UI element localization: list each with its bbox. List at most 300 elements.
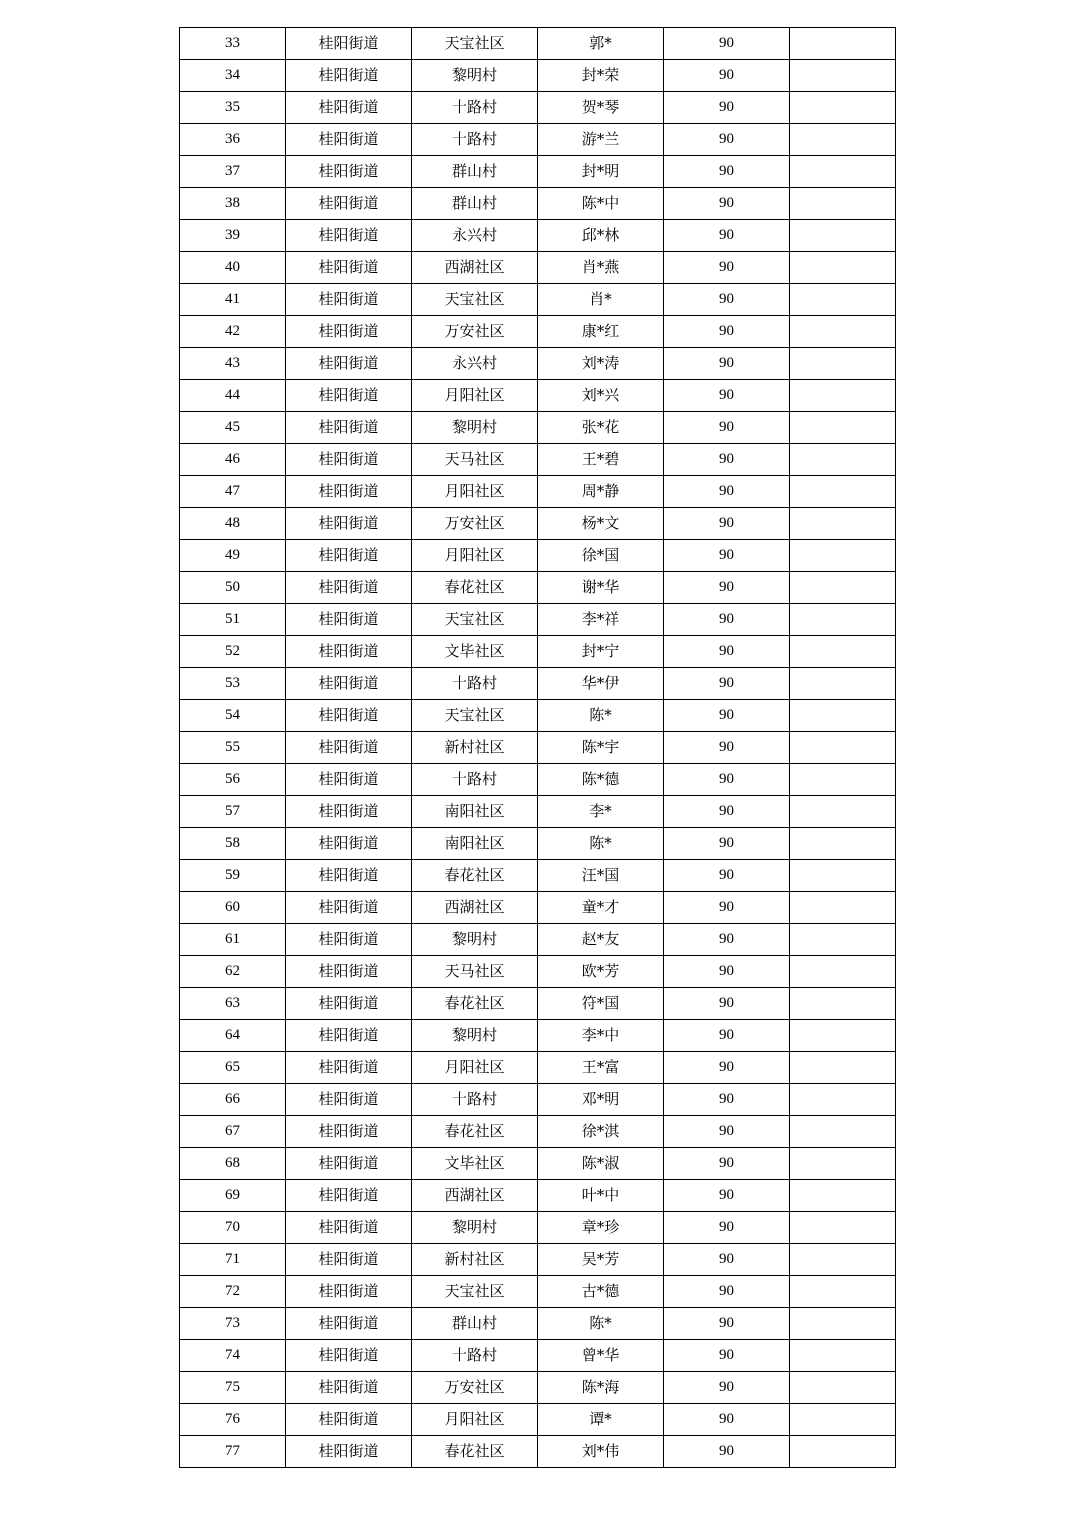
community-cell: 十路村 bbox=[412, 668, 538, 700]
name-cell: 古*德 bbox=[538, 1276, 664, 1308]
name-cell: 曾*华 bbox=[538, 1340, 664, 1372]
row-number-cell: 69 bbox=[180, 1180, 286, 1212]
row-number-cell: 36 bbox=[180, 124, 286, 156]
table-row bbox=[180, 956, 896, 988]
row-number-cell: 55 bbox=[180, 732, 286, 764]
remark-cell bbox=[790, 316, 896, 348]
table-row bbox=[180, 668, 896, 700]
table-row bbox=[180, 924, 896, 956]
amount-cell: 90 bbox=[664, 316, 790, 348]
street-cell: 桂阳街道 bbox=[286, 796, 412, 828]
table-row bbox=[180, 860, 896, 892]
amount-cell: 90 bbox=[664, 572, 790, 604]
amount-cell: 90 bbox=[664, 284, 790, 316]
amount-cell: 90 bbox=[664, 92, 790, 124]
name-cell: 章*珍 bbox=[538, 1212, 664, 1244]
community-cell: 黎明村 bbox=[412, 1020, 538, 1052]
community-cell: 文毕社区 bbox=[412, 636, 538, 668]
community-cell: 月阳社区 bbox=[412, 380, 538, 412]
street-cell: 桂阳街道 bbox=[286, 572, 412, 604]
name-cell: 叶*中 bbox=[538, 1180, 664, 1212]
remark-cell bbox=[790, 348, 896, 380]
amount-cell: 90 bbox=[664, 1244, 790, 1276]
table-row bbox=[180, 188, 896, 220]
name-cell: 陈* bbox=[538, 700, 664, 732]
street-cell: 桂阳街道 bbox=[286, 156, 412, 188]
table-row bbox=[180, 700, 896, 732]
row-number-cell: 38 bbox=[180, 188, 286, 220]
street-cell: 桂阳街道 bbox=[286, 476, 412, 508]
street-cell: 桂阳街道 bbox=[286, 700, 412, 732]
table-row bbox=[180, 1116, 896, 1148]
name-cell: 王*碧 bbox=[538, 444, 664, 476]
name-cell: 郭* bbox=[538, 28, 664, 60]
community-cell: 天宝社区 bbox=[412, 28, 538, 60]
name-cell: 刘*伟 bbox=[538, 1436, 664, 1468]
table-row bbox=[180, 1020, 896, 1052]
remark-cell bbox=[790, 988, 896, 1020]
street-cell: 桂阳街道 bbox=[286, 220, 412, 252]
remark-cell bbox=[790, 412, 896, 444]
table-row bbox=[180, 60, 896, 92]
amount-cell: 90 bbox=[664, 764, 790, 796]
street-cell: 桂阳街道 bbox=[286, 380, 412, 412]
street-cell: 桂阳街道 bbox=[286, 1052, 412, 1084]
amount-cell: 90 bbox=[664, 636, 790, 668]
name-cell: 谭* bbox=[538, 1404, 664, 1436]
street-cell: 桂阳街道 bbox=[286, 1276, 412, 1308]
community-cell: 月阳社区 bbox=[412, 476, 538, 508]
community-cell: 天马社区 bbox=[412, 956, 538, 988]
row-number-cell: 49 bbox=[180, 540, 286, 572]
amount-cell: 90 bbox=[664, 1180, 790, 1212]
remark-cell bbox=[790, 380, 896, 412]
table-row bbox=[180, 1084, 896, 1116]
community-cell: 黎明村 bbox=[412, 60, 538, 92]
amount-cell: 90 bbox=[664, 540, 790, 572]
remark-cell bbox=[790, 892, 896, 924]
community-cell: 群山村 bbox=[412, 1308, 538, 1340]
table-row bbox=[180, 796, 896, 828]
name-cell: 陈*海 bbox=[538, 1372, 664, 1404]
amount-cell: 90 bbox=[664, 796, 790, 828]
remark-cell bbox=[790, 1212, 896, 1244]
name-cell: 谢*华 bbox=[538, 572, 664, 604]
street-cell: 桂阳街道 bbox=[286, 1020, 412, 1052]
remark-cell bbox=[790, 220, 896, 252]
amount-cell: 90 bbox=[664, 1020, 790, 1052]
street-cell: 桂阳街道 bbox=[286, 604, 412, 636]
remark-cell bbox=[790, 1276, 896, 1308]
street-cell: 桂阳街道 bbox=[286, 1180, 412, 1212]
name-cell: 陈*淑 bbox=[538, 1148, 664, 1180]
table-row bbox=[180, 156, 896, 188]
row-number-cell: 40 bbox=[180, 252, 286, 284]
remark-cell bbox=[790, 1180, 896, 1212]
amount-cell: 90 bbox=[664, 412, 790, 444]
row-number-cell: 65 bbox=[180, 1052, 286, 1084]
row-number-cell: 66 bbox=[180, 1084, 286, 1116]
name-cell: 欧*芳 bbox=[538, 956, 664, 988]
amount-cell: 90 bbox=[664, 988, 790, 1020]
row-number-cell: 70 bbox=[180, 1212, 286, 1244]
name-cell: 赵*友 bbox=[538, 924, 664, 956]
street-cell: 桂阳街道 bbox=[286, 60, 412, 92]
table-row bbox=[180, 444, 896, 476]
street-cell: 桂阳街道 bbox=[286, 188, 412, 220]
amount-cell: 90 bbox=[664, 220, 790, 252]
street-cell: 桂阳街道 bbox=[286, 284, 412, 316]
street-cell: 桂阳街道 bbox=[286, 1436, 412, 1468]
remark-cell bbox=[790, 1372, 896, 1404]
remark-cell bbox=[790, 1148, 896, 1180]
street-cell: 桂阳街道 bbox=[286, 1148, 412, 1180]
table-body bbox=[180, 28, 896, 1468]
amount-cell: 90 bbox=[664, 924, 790, 956]
street-cell: 桂阳街道 bbox=[286, 1340, 412, 1372]
amount-cell: 90 bbox=[664, 156, 790, 188]
row-number-cell: 72 bbox=[180, 1276, 286, 1308]
street-cell: 桂阳街道 bbox=[286, 668, 412, 700]
table-row bbox=[180, 764, 896, 796]
amount-cell: 90 bbox=[664, 252, 790, 284]
table-row bbox=[180, 1148, 896, 1180]
row-number-cell: 42 bbox=[180, 316, 286, 348]
name-cell: 符*国 bbox=[538, 988, 664, 1020]
amount-cell: 90 bbox=[664, 28, 790, 60]
remark-cell bbox=[790, 956, 896, 988]
row-number-cell: 34 bbox=[180, 60, 286, 92]
table-row bbox=[180, 892, 896, 924]
amount-cell: 90 bbox=[664, 860, 790, 892]
table-row bbox=[180, 636, 896, 668]
remark-cell bbox=[790, 188, 896, 220]
community-cell: 黎明村 bbox=[412, 412, 538, 444]
row-number-cell: 33 bbox=[180, 28, 286, 60]
remark-cell bbox=[790, 796, 896, 828]
street-cell: 桂阳街道 bbox=[286, 540, 412, 572]
community-cell: 南阳社区 bbox=[412, 796, 538, 828]
amount-cell: 90 bbox=[664, 60, 790, 92]
street-cell: 桂阳街道 bbox=[286, 28, 412, 60]
remark-cell bbox=[790, 828, 896, 860]
community-cell: 天马社区 bbox=[412, 444, 538, 476]
remark-cell bbox=[790, 700, 896, 732]
table-row bbox=[180, 1276, 896, 1308]
amount-cell: 90 bbox=[664, 604, 790, 636]
street-cell: 桂阳街道 bbox=[286, 252, 412, 284]
amount-cell: 90 bbox=[664, 380, 790, 412]
table-row bbox=[180, 732, 896, 764]
remark-cell bbox=[790, 60, 896, 92]
remark-cell bbox=[790, 668, 896, 700]
row-number-cell: 68 bbox=[180, 1148, 286, 1180]
name-cell: 杨*文 bbox=[538, 508, 664, 540]
table-row bbox=[180, 1180, 896, 1212]
street-cell: 桂阳街道 bbox=[286, 348, 412, 380]
community-cell: 十路村 bbox=[412, 124, 538, 156]
row-number-cell: 74 bbox=[180, 1340, 286, 1372]
remark-cell bbox=[790, 764, 896, 796]
name-cell: 肖* bbox=[538, 284, 664, 316]
name-cell: 封*荣 bbox=[538, 60, 664, 92]
amount-cell: 90 bbox=[664, 348, 790, 380]
row-number-cell: 76 bbox=[180, 1404, 286, 1436]
amount-cell: 90 bbox=[664, 476, 790, 508]
name-cell: 张*花 bbox=[538, 412, 664, 444]
remark-cell bbox=[790, 444, 896, 476]
street-cell: 桂阳街道 bbox=[286, 1308, 412, 1340]
community-cell: 天宝社区 bbox=[412, 284, 538, 316]
community-cell: 西湖社区 bbox=[412, 1180, 538, 1212]
community-cell: 十路村 bbox=[412, 92, 538, 124]
table-row bbox=[180, 1372, 896, 1404]
amount-cell: 90 bbox=[664, 1372, 790, 1404]
street-cell: 桂阳街道 bbox=[286, 636, 412, 668]
row-number-cell: 44 bbox=[180, 380, 286, 412]
table-row bbox=[180, 1052, 896, 1084]
row-number-cell: 46 bbox=[180, 444, 286, 476]
table-row bbox=[180, 220, 896, 252]
table-row bbox=[180, 572, 896, 604]
row-number-cell: 57 bbox=[180, 796, 286, 828]
row-number-cell: 61 bbox=[180, 924, 286, 956]
street-cell: 桂阳街道 bbox=[286, 732, 412, 764]
name-cell: 陈*宇 bbox=[538, 732, 664, 764]
community-cell: 黎明村 bbox=[412, 1212, 538, 1244]
table-row bbox=[180, 412, 896, 444]
community-cell: 永兴村 bbox=[412, 220, 538, 252]
community-cell: 天宝社区 bbox=[412, 604, 538, 636]
community-cell: 十路村 bbox=[412, 1340, 538, 1372]
row-number-cell: 71 bbox=[180, 1244, 286, 1276]
remark-cell bbox=[790, 572, 896, 604]
community-cell: 南阳社区 bbox=[412, 828, 538, 860]
remark-cell bbox=[790, 604, 896, 636]
row-number-cell: 53 bbox=[180, 668, 286, 700]
street-cell: 桂阳街道 bbox=[286, 892, 412, 924]
row-number-cell: 73 bbox=[180, 1308, 286, 1340]
table-row bbox=[180, 1436, 896, 1468]
street-cell: 桂阳街道 bbox=[286, 508, 412, 540]
remark-cell bbox=[790, 1084, 896, 1116]
name-cell: 陈*中 bbox=[538, 188, 664, 220]
community-cell: 万安社区 bbox=[412, 316, 538, 348]
community-cell: 月阳社区 bbox=[412, 1052, 538, 1084]
row-number-cell: 60 bbox=[180, 892, 286, 924]
amount-cell: 90 bbox=[664, 1148, 790, 1180]
row-number-cell: 50 bbox=[180, 572, 286, 604]
remark-cell bbox=[790, 252, 896, 284]
name-cell: 徐*淇 bbox=[538, 1116, 664, 1148]
street-cell: 桂阳街道 bbox=[286, 988, 412, 1020]
amount-cell: 90 bbox=[664, 1052, 790, 1084]
row-number-cell: 63 bbox=[180, 988, 286, 1020]
row-number-cell: 41 bbox=[180, 284, 286, 316]
name-cell: 邓*明 bbox=[538, 1084, 664, 1116]
street-cell: 桂阳街道 bbox=[286, 92, 412, 124]
name-cell: 封*宁 bbox=[538, 636, 664, 668]
community-cell: 春花社区 bbox=[412, 1116, 538, 1148]
name-cell: 吴*芳 bbox=[538, 1244, 664, 1276]
row-number-cell: 75 bbox=[180, 1372, 286, 1404]
community-cell: 月阳社区 bbox=[412, 540, 538, 572]
table-row bbox=[180, 1244, 896, 1276]
community-cell: 西湖社区 bbox=[412, 892, 538, 924]
remark-cell bbox=[790, 124, 896, 156]
amount-cell: 90 bbox=[664, 828, 790, 860]
amount-cell: 90 bbox=[664, 1084, 790, 1116]
community-cell: 新村社区 bbox=[412, 732, 538, 764]
table-row bbox=[180, 92, 896, 124]
table-row bbox=[180, 124, 896, 156]
community-cell: 春花社区 bbox=[412, 1436, 538, 1468]
street-cell: 桂阳街道 bbox=[286, 860, 412, 892]
name-cell: 游*兰 bbox=[538, 124, 664, 156]
community-cell: 春花社区 bbox=[412, 860, 538, 892]
name-cell: 贺*琴 bbox=[538, 92, 664, 124]
remark-cell bbox=[790, 1052, 896, 1084]
table-row bbox=[180, 284, 896, 316]
name-cell: 周*静 bbox=[538, 476, 664, 508]
row-number-cell: 64 bbox=[180, 1020, 286, 1052]
street-cell: 桂阳街道 bbox=[286, 124, 412, 156]
name-cell: 刘*涛 bbox=[538, 348, 664, 380]
row-number-cell: 47 bbox=[180, 476, 286, 508]
name-cell: 李*祥 bbox=[538, 604, 664, 636]
street-cell: 桂阳街道 bbox=[286, 924, 412, 956]
row-number-cell: 67 bbox=[180, 1116, 286, 1148]
street-cell: 桂阳街道 bbox=[286, 764, 412, 796]
remark-cell bbox=[790, 1244, 896, 1276]
remark-cell bbox=[790, 508, 896, 540]
street-cell: 桂阳街道 bbox=[286, 956, 412, 988]
amount-cell: 90 bbox=[664, 1276, 790, 1308]
row-number-cell: 62 bbox=[180, 956, 286, 988]
community-cell: 春花社区 bbox=[412, 572, 538, 604]
table-row bbox=[180, 828, 896, 860]
table-row bbox=[180, 476, 896, 508]
community-cell: 黎明村 bbox=[412, 924, 538, 956]
remark-cell bbox=[790, 284, 896, 316]
row-number-cell: 56 bbox=[180, 764, 286, 796]
community-cell: 天宝社区 bbox=[412, 700, 538, 732]
community-cell: 永兴村 bbox=[412, 348, 538, 380]
community-cell: 十路村 bbox=[412, 764, 538, 796]
street-cell: 桂阳街道 bbox=[286, 1116, 412, 1148]
amount-cell: 90 bbox=[664, 1340, 790, 1372]
remark-cell bbox=[790, 92, 896, 124]
remark-cell bbox=[790, 636, 896, 668]
community-cell: 春花社区 bbox=[412, 988, 538, 1020]
table-row bbox=[180, 1404, 896, 1436]
street-cell: 桂阳街道 bbox=[286, 1404, 412, 1436]
table-row bbox=[180, 1308, 896, 1340]
community-cell: 天宝社区 bbox=[412, 1276, 538, 1308]
amount-cell: 90 bbox=[664, 956, 790, 988]
name-cell: 康*红 bbox=[538, 316, 664, 348]
name-cell: 李* bbox=[538, 796, 664, 828]
name-cell: 李*中 bbox=[538, 1020, 664, 1052]
name-cell: 王*富 bbox=[538, 1052, 664, 1084]
row-number-cell: 35 bbox=[180, 92, 286, 124]
remark-cell bbox=[790, 924, 896, 956]
name-cell: 汪*国 bbox=[538, 860, 664, 892]
name-cell: 邱*林 bbox=[538, 220, 664, 252]
row-number-cell: 59 bbox=[180, 860, 286, 892]
remark-cell bbox=[790, 28, 896, 60]
table-row bbox=[180, 252, 896, 284]
table-row bbox=[180, 316, 896, 348]
amount-cell: 90 bbox=[664, 892, 790, 924]
remark-cell bbox=[790, 1340, 896, 1372]
remark-cell bbox=[790, 1308, 896, 1340]
amount-cell: 90 bbox=[664, 1308, 790, 1340]
row-number-cell: 77 bbox=[180, 1436, 286, 1468]
amount-cell: 90 bbox=[664, 668, 790, 700]
amount-cell: 90 bbox=[664, 1212, 790, 1244]
community-cell: 文毕社区 bbox=[412, 1148, 538, 1180]
name-cell: 肖*燕 bbox=[538, 252, 664, 284]
row-number-cell: 45 bbox=[180, 412, 286, 444]
remark-cell bbox=[790, 1020, 896, 1052]
row-number-cell: 51 bbox=[180, 604, 286, 636]
name-cell: 徐*国 bbox=[538, 540, 664, 572]
street-cell: 桂阳街道 bbox=[286, 1084, 412, 1116]
community-cell: 十路村 bbox=[412, 1084, 538, 1116]
row-number-cell: 52 bbox=[180, 636, 286, 668]
amount-cell: 90 bbox=[664, 732, 790, 764]
row-number-cell: 54 bbox=[180, 700, 286, 732]
community-cell: 西湖社区 bbox=[412, 252, 538, 284]
community-cell: 新村社区 bbox=[412, 1244, 538, 1276]
table-row bbox=[180, 380, 896, 412]
amount-cell: 90 bbox=[664, 444, 790, 476]
name-cell: 陈* bbox=[538, 828, 664, 860]
name-cell: 华*伊 bbox=[538, 668, 664, 700]
row-number-cell: 48 bbox=[180, 508, 286, 540]
table-row bbox=[180, 988, 896, 1020]
remark-cell bbox=[790, 476, 896, 508]
table-row bbox=[180, 540, 896, 572]
row-number-cell: 39 bbox=[180, 220, 286, 252]
community-cell: 群山村 bbox=[412, 188, 538, 220]
amount-cell: 90 bbox=[664, 1116, 790, 1148]
street-cell: 桂阳街道 bbox=[286, 412, 412, 444]
name-cell: 童*才 bbox=[538, 892, 664, 924]
table-row bbox=[180, 604, 896, 636]
row-number-cell: 43 bbox=[180, 348, 286, 380]
amount-cell: 90 bbox=[664, 188, 790, 220]
table-row bbox=[180, 508, 896, 540]
amount-cell: 90 bbox=[664, 1436, 790, 1468]
community-cell: 群山村 bbox=[412, 156, 538, 188]
remark-cell bbox=[790, 1116, 896, 1148]
name-cell: 封*明 bbox=[538, 156, 664, 188]
street-cell: 桂阳街道 bbox=[286, 1372, 412, 1404]
street-cell: 桂阳街道 bbox=[286, 316, 412, 348]
row-number-cell: 58 bbox=[180, 828, 286, 860]
table-row bbox=[180, 28, 896, 60]
amount-cell: 90 bbox=[664, 124, 790, 156]
name-cell: 陈* bbox=[538, 1308, 664, 1340]
remark-cell bbox=[790, 732, 896, 764]
amount-cell: 90 bbox=[664, 508, 790, 540]
amount-cell: 90 bbox=[664, 1404, 790, 1436]
community-cell: 万安社区 bbox=[412, 1372, 538, 1404]
table-row bbox=[180, 1212, 896, 1244]
remark-cell bbox=[790, 1436, 896, 1468]
